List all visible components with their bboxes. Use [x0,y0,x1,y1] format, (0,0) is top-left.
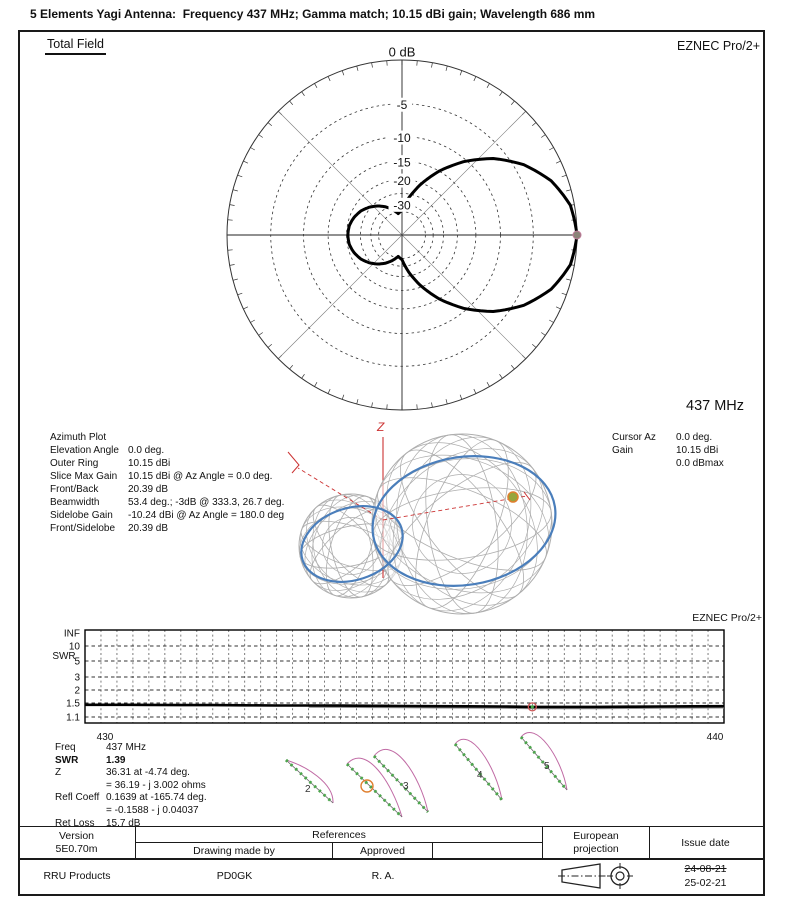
title-block-company: RRU Products [43,870,111,882]
svg-text:430: 430 [96,732,114,743]
info-row: Refl Coeff 0.1639 at -165.74 deg. [55,792,207,804]
title-block-approved-header: Approved [333,842,433,858]
info-row: Ret Loss 15.7 dB [55,817,141,829]
plot-title: Total Field [45,37,106,55]
svg-text:4: 4 [477,770,483,781]
title-block-approver: R. A. [371,870,395,882]
title-block-issue-date-header: Issue date [681,836,730,849]
svg-text:5: 5 [544,761,550,772]
info-row: = 36.19 - j 3.002 ohms [106,779,206,791]
frequency-banner: 437 MHz [686,398,745,414]
info-row: = -0.1588 - j 0.04037 [106,804,199,816]
title-block-empty-cell [433,842,543,858]
info-row: Front/Back 20.39 dB [50,484,169,495]
info-row: Elevation Angle 0.0 deg. [50,445,165,456]
svg-text:-15: -15 [393,155,411,170]
info-row: 0.0 dBmax [676,458,724,469]
document-title: 5 Elements Yagi Antenna: Frequency 437 MHz; Gamma match; 10.15 dBi gain; Wavelength 686 mm [30,7,596,21]
svg-text:0 dB: 0 dB [388,44,416,60]
svg-text:1.5: 1.5 [66,698,80,710]
svg-text:10: 10 [68,641,80,653]
feedpoint-info-block [55,742,295,830]
new-issue-date: 25-02-21 [684,877,727,889]
info-row: Front/Sidelobe 20.39 dB [50,523,169,534]
info-row: Beamwidth 53.4 deg.; -3dB @ 333.3, 26.7 deg. [50,497,285,508]
old-issue-date: 24-08-21 [684,863,727,875]
title-block-references-header: References [136,827,543,842]
svg-text:1.1: 1.1 [66,712,80,724]
svg-text:INF: INF [63,628,80,640]
title-block-projection-cell: European projection [543,827,650,858]
title-block-version-cell: Version 5E0.70m [18,827,136,858]
info-row-swr: SWR 1.39 [55,754,126,766]
swr-app-label: EZNEC Pro/2+ [692,612,762,624]
info-row: Z 36.31 at -4.74 deg. [55,767,190,779]
svg-text:5: 5 [74,656,80,668]
antenna-elements-sketch [270,725,580,825]
info-row: Slice Max Gain 10.15 dBi @ Az Angle = 0.0 deg. [50,471,273,482]
title-block-dates [650,860,761,892]
title-block-author: PD0GK [216,870,253,882]
svg-text:-20: -20 [393,174,411,189]
info-row: Gain 10.15 dBi [612,445,719,456]
svg-text:440: 440 [706,732,724,743]
svg-text:-30: -30 [393,198,411,213]
app-label: EZNEC Pro/2+ [676,39,760,53]
first-angle-projection-icon [558,862,636,890]
info-row: Sidelobe Gain -10.24 dBi @ Az Angle = 180.0 deg [50,510,285,521]
svg-text:SWR: SWR [52,651,76,662]
title-block-drawing-by-header: Drawing made by [136,842,333,858]
info-row: Azimuth Plot [50,432,107,443]
svg-text:-10: -10 [393,131,411,146]
svg-text:3: 3 [403,781,409,792]
svg-text:3: 3 [74,672,80,684]
azimuth-polar-chart [180,40,624,430]
pattern-3d-view [265,415,595,630]
info-row: Cursor Az 0.0 deg. [612,432,713,443]
svg-text:2: 2 [74,685,80,697]
svg-text:2: 2 [305,784,311,795]
info-row: Outer Ring 10.15 dBi [50,458,171,469]
info-row: Freq 437 MHz [55,742,147,753]
svg-text:Z: Z [377,420,385,434]
svg-text:-5: -5 [396,98,408,113]
cursor-info-block [612,431,762,470]
